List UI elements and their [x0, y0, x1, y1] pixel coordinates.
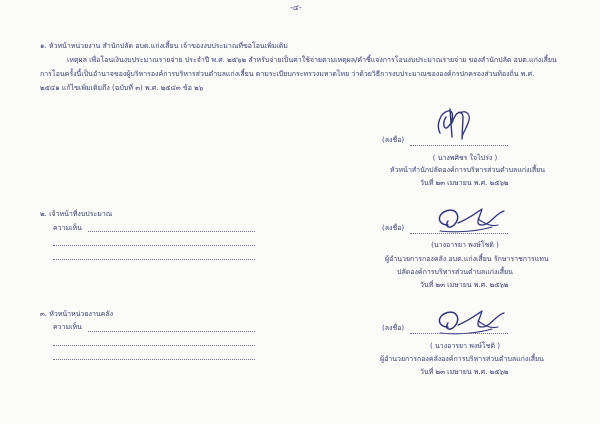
- section3-opinion-line-3: [53, 359, 255, 360]
- section2-opinion-line-3: [53, 259, 255, 260]
- section2-opinion-label: ความเห็น: [53, 224, 82, 232]
- section1-reason-line-3: ๒๕๔๑ แก้ไขเพิ่มเติมถึง (ฉบับที่ ๓) พ.ศ. ๒๕๔๓ ข้อ ๒๖: [40, 84, 204, 92]
- signature-2-image: [418, 203, 514, 237]
- section2-opinion-line-2: [53, 245, 255, 246]
- section2-opinion-line-1: [88, 231, 255, 232]
- section3-signer-title: ผู้อำนวยการกองคลังองค์การบริหารส่วนตำบลแก่งเสี้ยน: [380, 355, 544, 363]
- page-number: -๔-: [290, 3, 302, 12]
- section3-opinion-line-1: [88, 331, 255, 332]
- section3-sign-label: (ลงชื่อ): [382, 324, 405, 332]
- section1-signer-title: หัวหน้าสำนักปลัดองค์การบริหารส่วนตำบลแก่งเสี้ยน: [390, 166, 546, 174]
- section2-signer-title-line1: ผู้อำนวยการกองคลัง อบต.แก่งเสี้ยน รักษาราชการแทน: [385, 255, 549, 263]
- section2-sign-label: (ลงชื่อ): [382, 224, 405, 232]
- section3-signature-line: [410, 333, 508, 334]
- section1-signer-name: ( นางพศิชร ใจไปร่ง ): [432, 154, 498, 162]
- section1-reason-line-1: เหตุผล เพื่อโอนเงินงบประมาณรายจ่าย ประจำปี พ.ศ. ๒๕๖๒ สำหรับจ่ายเป็นค่าใช้จ่ายตามเหตุผล/คำชี้แจงการโอนงบประมาณรายจ่าย ของสำนักปลัด อบต.แก่งเสี้ยน: [67, 56, 557, 64]
- section3-opinion-label: ความเห็น: [53, 323, 82, 331]
- section2-heading: ๒. เจ้าหน้าที่งบประมาณ: [40, 210, 113, 218]
- section1-sign-label: (ลงชื่อ): [382, 136, 405, 144]
- section1-heading: ๑. หัวหน้าหน่วยงาน สำนักปลัด อบต.แก่งเสี้ยน เจ้าของงบประมาณที่ขอโอนเพิ่มเติม: [40, 42, 288, 50]
- section3-date: วันที่ ๒๓ เมษายน พ.ศ. ๒๕๖๒: [420, 368, 509, 376]
- section3-heading: ๓. หัวหน้าหน่วยงานคลัง: [40, 310, 114, 318]
- section1-reason-line-2: การโอนครั้งนี้เป็นอำนาจของผู้บริหารองค์การบริหารส่วนตำบลแก่งเสี้ยน ตามระเบียบกระทรวงมหาดไทย ว่าด้วยวิธีการงบประมาณขององค์กรปกครองส่วนท้องถิ่น พ.ศ.: [40, 70, 535, 78]
- section3-signer-name: ( นางอารยา พงษ์โชติ ): [430, 342, 500, 350]
- section1-date: วันที่ ๒๓ เมษายน พ.ศ. ๒๕๖๒: [420, 179, 509, 187]
- signature-1-image: [432, 103, 476, 147]
- section2-signer-name: (นางอารยา พงษ์โชติ ): [431, 241, 499, 249]
- section2-signature-line: [410, 233, 508, 234]
- section2-signer-title-line2: ปลัดองค์การบริหารส่วนตำบลแก่งเสี้ยน: [397, 268, 513, 276]
- section1-signature-line: [410, 145, 508, 146]
- section3-opinion-line-2: [53, 345, 255, 346]
- section2-date: วันที่ ๒๓ เมษายน พ.ศ. ๒๕๖๒: [420, 281, 509, 289]
